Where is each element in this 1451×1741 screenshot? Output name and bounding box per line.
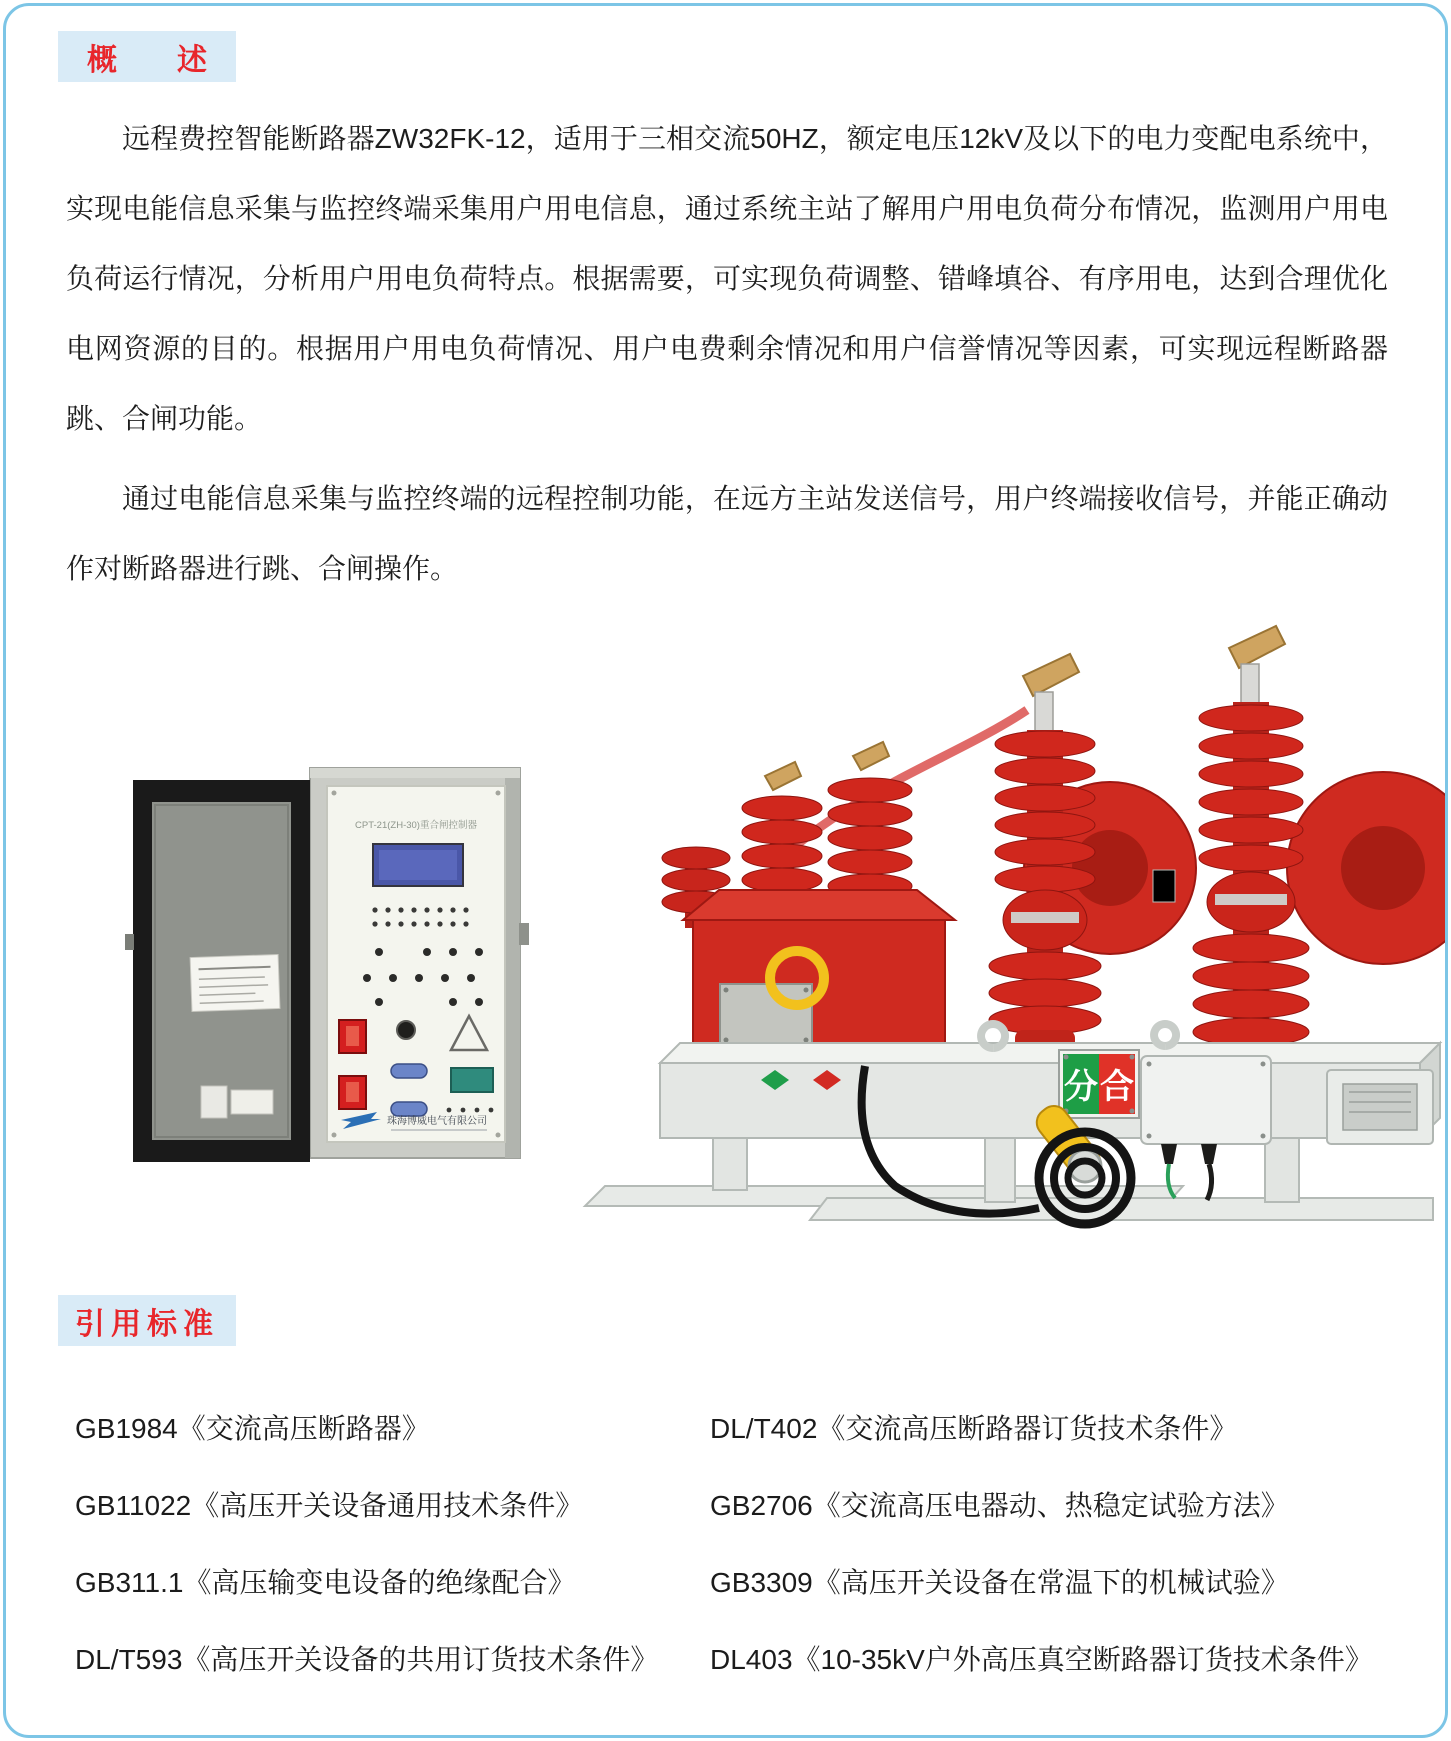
- overview-paragraph-2: 通过电能信息采集与监控终端的远程控制功能，在远方主站发送信号，用户终端接收信号，并能正确动作对断路器进行跳、合闸操作。: [66, 483, 1388, 584]
- serial-port-connector-2: [391, 1102, 427, 1116]
- adjust-knob: [397, 1021, 415, 1039]
- standard-item: GB2706《交流高压电器动、热稳定试验方法》: [710, 1489, 1289, 1521]
- rib: [995, 839, 1095, 865]
- black-wire: [1207, 1164, 1212, 1200]
- overview-paragraph-1: 远程费控智能断路器ZW32FK-12，适用于三相交流50HZ，额定电压12kV及以下的电力变配电系统中，实现电能信息采集与监控终端采集用户用电信息，通过系统主站了解用户用电负荷分布情况，监测用户用电负荷运行情况，分析用户用电负荷特点。根据需要，可实现负荷调整、错峰填谷、有序用电，达到合理优化电网资源的目的。根据用户用电负荷情况、用户电费剩余情况和用户信誉情况等因素，可实现远程断路器跳、合闸功能。: [66, 123, 1388, 434]
- overview-section-title: 概 述: [87, 43, 207, 77]
- panel-screw: [332, 791, 337, 796]
- terminal-pad: [1023, 654, 1079, 696]
- terminal-connector: [451, 1068, 493, 1092]
- metal-band: [1011, 912, 1079, 923]
- reset-rocker-face: [346, 1082, 359, 1102]
- panel-screw: [496, 1133, 501, 1138]
- overview-body: [66, 104, 1388, 604]
- transformer-assembly: [662, 742, 955, 1065]
- pole-housing-hole: [1341, 826, 1425, 910]
- transformer-roof: [683, 890, 955, 920]
- standards-right-column: [710, 1388, 1411, 1696]
- standard-item: DL/T402《交流高压断路器订货技术条件》: [710, 1412, 1238, 1444]
- pole-housing-hole: [1072, 830, 1148, 906]
- hang-tag: [1153, 870, 1175, 902]
- panel-screw: [332, 1133, 337, 1138]
- close-label: 合: [1100, 1068, 1134, 1106]
- overview-section-badge: [58, 31, 236, 82]
- power-rocker-face: [346, 1026, 359, 1046]
- terminal-stem: [1035, 692, 1053, 732]
- terminal-box: [1327, 1070, 1433, 1144]
- cabinet-latch: [519, 923, 529, 945]
- terminal-stem: [1241, 664, 1259, 704]
- standards-left-column: [75, 1388, 710, 1696]
- cable-gland: [1201, 1144, 1217, 1164]
- door-wide-sticker: [231, 1090, 273, 1114]
- standard-item: DL403《10-35kV户外高压真空断路器订货技术条件》: [710, 1643, 1373, 1675]
- lcd-screen: [379, 850, 457, 880]
- company-name: 珠海博威电气有限公司: [387, 1116, 487, 1127]
- rib: [995, 812, 1095, 838]
- cabinet-top-edge: [310, 768, 520, 778]
- standards-list: [75, 1388, 1411, 1696]
- rib: [989, 979, 1101, 1007]
- rib: [1199, 705, 1303, 731]
- mechanism-box: [1141, 1056, 1271, 1200]
- rib: [1199, 845, 1303, 871]
- vacuum-pole-middle: [989, 654, 1101, 1058]
- rib: [1199, 817, 1303, 843]
- rib: [1193, 962, 1309, 990]
- panel-screw: [496, 791, 501, 796]
- rib: [1193, 934, 1309, 962]
- rib: [1199, 733, 1303, 759]
- open-label: 分: [1064, 1068, 1098, 1106]
- door-label-sticker: [190, 954, 280, 1011]
- door-small-sticker: [201, 1086, 227, 1118]
- cabinet-side: [505, 768, 520, 1158]
- circuit-breaker-photo: [565, 618, 1445, 1236]
- rib: [995, 758, 1095, 784]
- metal-band: [1215, 894, 1287, 905]
- beam-top-face: [660, 1043, 1440, 1063]
- standards-section-badge: [58, 1295, 236, 1346]
- rib: [995, 731, 1095, 757]
- transformer-nameplate: [720, 984, 812, 1046]
- panel-title: CPT-21(ZH-30)重合闸控制器: [355, 820, 477, 831]
- terminal-pad: [1229, 626, 1285, 668]
- rib: [995, 866, 1095, 892]
- standard-item: GB11022《高压开关设备通用技术条件》: [75, 1489, 584, 1521]
- controller-cabinet-photo: [75, 738, 535, 1168]
- standard-item: DL/T593《高压开关设备的共用订货技术条件》: [75, 1643, 659, 1675]
- rib: [995, 785, 1095, 811]
- rib: [1193, 990, 1309, 1018]
- door-hinge-pin: [125, 934, 134, 950]
- open-close-indicator: [1059, 1050, 1139, 1118]
- cable-gland: [1161, 1144, 1177, 1164]
- rib: [989, 952, 1101, 980]
- controller-cabinet-illustration: [75, 738, 535, 1168]
- rib: [1193, 1018, 1309, 1046]
- standard-item: GB3309《高压开关设备在常温下的机械试验》: [710, 1566, 1289, 1598]
- circuit-breaker-illustration: [565, 618, 1445, 1236]
- standard-item: GB311.1《高压输变电设备的绝缘配合》: [75, 1566, 576, 1598]
- rib: [1199, 789, 1303, 815]
- rib: [1199, 761, 1303, 787]
- standards-section-title: 引用标准: [75, 1307, 219, 1341]
- standard-item: GB1984《交流高压断路器》: [75, 1412, 430, 1444]
- serial-port-connector: [391, 1064, 427, 1078]
